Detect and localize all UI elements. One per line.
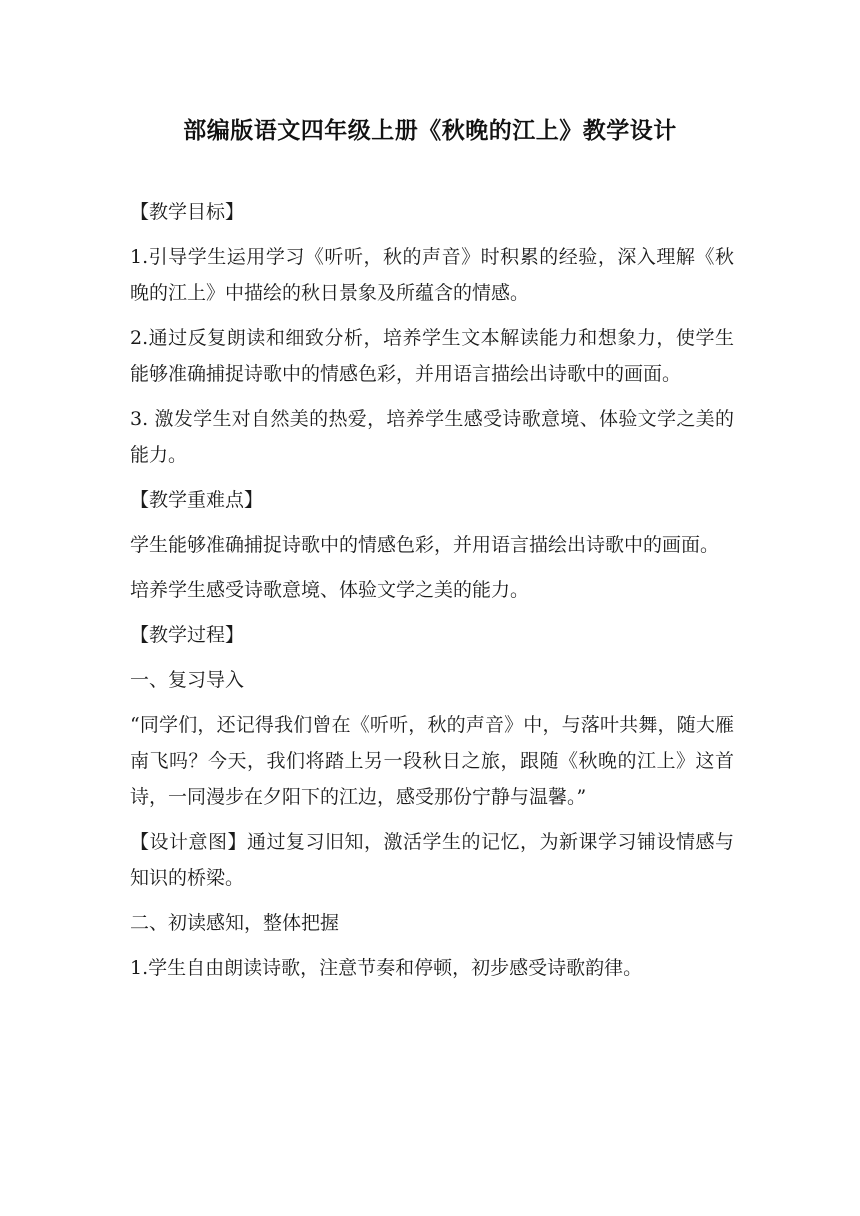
document-title: 部编版语文四年级上册《秋晚的江上》教学设计	[183, 118, 677, 144]
section-heading-process: 【教学过程】	[130, 624, 245, 646]
key-point-2: 培养学生感受诗歌意境、体验文学之美的能力。	[130, 579, 530, 601]
key-point-1: 学生能够准确捕捉诗歌中的情感色彩，并用语言描绘出诗歌中的画面。	[130, 534, 720, 556]
section-heading-objectives: 【教学目标】	[130, 201, 245, 223]
step-heading-review: 一、复习导入	[130, 669, 245, 691]
review-quote: “同学们，还记得我们曾在《听听，秋的声音》中，与落叶共舞，随大雁南飞吗？今天，我们将踏上另一段秋日之旅，跟随《秋晚的江上》这首诗，一同漫步在夕阳下的江边，感受那份宁静与温馨。”	[130, 714, 734, 808]
document-body	[130, 194, 734, 986]
design-intent: 【设计意图】通过复习旧知，激活学生的记忆，为新课学习铺设情感与知识的桥梁。	[130, 831, 734, 889]
section-heading-key-points: 【教学重难点】	[130, 489, 264, 511]
first-reading-item-1: 1.学生自由朗读诗歌，注意节奏和停顿，初步感受诗歌韵律。	[130, 957, 643, 979]
step-heading-first-reading: 二、初读感知，整体把握	[130, 912, 340, 934]
objective-1: 1.引导学生运用学习《听听，秋的声音》时积累的经验，深入理解《秋晚的江上》中描绘的秋日景象及所蕴含的情感。	[130, 246, 734, 304]
objective-2: 2.通过反复朗读和细致分析，培养学生文本解读能力和想象力，使学生能够准确捕捉诗歌中的情感色彩，并用语言描绘出诗歌中的画面。	[130, 327, 734, 385]
objective-3: 3. 激发学生对自然美的热爱，培养学生感受诗歌意境、体验文学之美的能力。	[130, 408, 734, 466]
